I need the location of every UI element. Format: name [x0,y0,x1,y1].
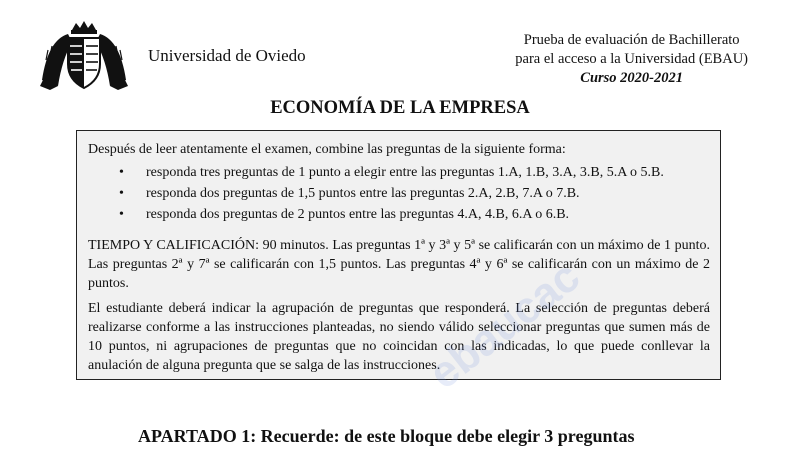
option-text: responda dos preguntas de 1,5 puntos entre las preguntas 2.A, 2.B, 7.A o 7.B. [146,186,580,201]
exam-header [515,31,748,88]
bullet-icon: • [119,165,124,180]
university-crest-icon [38,20,130,92]
options-list [119,163,710,224]
course-year: Curso 2020-2021 [580,70,684,86]
subject-title: ECONOMÍA DE LA EMPRESA [270,98,530,118]
list-item [119,184,710,203]
instructions-intro: Después de leer atentamente el examen, combine las preguntas de la siguiente forma: [88,142,566,157]
section-title: APARTADO 1: Recuerde: de este bloque debe elegir 3 preguntas [138,426,635,446]
time-and-grading: TIEMPO Y CALIFICACIÓN: 90 minutos. Las preguntas 1ª y 3ª y 5ª se calificarán con un máximo de 1 punto. Las preguntas 2ª y 7ª se calificarán con 1,5 puntos. Las preguntas 4ª y 6ª se calificarán con un máximo de 2 puntos. [88,238,710,291]
bullet-icon: • [119,186,124,201]
option-text: responda dos preguntas de 2 puntos entre las preguntas 4.A, 4.B, 6.A o 6.B. [146,207,570,222]
list-item [119,205,710,224]
university-name: Universidad de Oviedo [148,46,306,65]
exam-title-line-2: para el acceso a la Universidad (EBAU) [515,51,748,67]
instructions-box [76,130,721,380]
list-item [119,163,710,182]
selection-rules: El estudiante deberá indicar la agrupación de preguntas que responderá. La selección de preguntas deberá realizarse conforme a las instrucciones planteadas, no siendo válido seleccionar preguntas que sumen más de 10 puntos, ni agrupaciones de preguntas que no coincidan con las indicadas, lo que puede conllevar la anulación de alguna pregunta que se salga de las instrucciones. [88,301,710,373]
option-text: responda tres preguntas de 1 punto a elegir entre las preguntas 1.A, 1.B, 3.A, 3.B, 5.A o 5.B. [146,165,664,180]
exam-title-line-1: Prueba de evaluación de Bachillerato [523,32,740,48]
bullet-icon: • [119,207,124,222]
watermark: ebaucac [420,251,589,399]
